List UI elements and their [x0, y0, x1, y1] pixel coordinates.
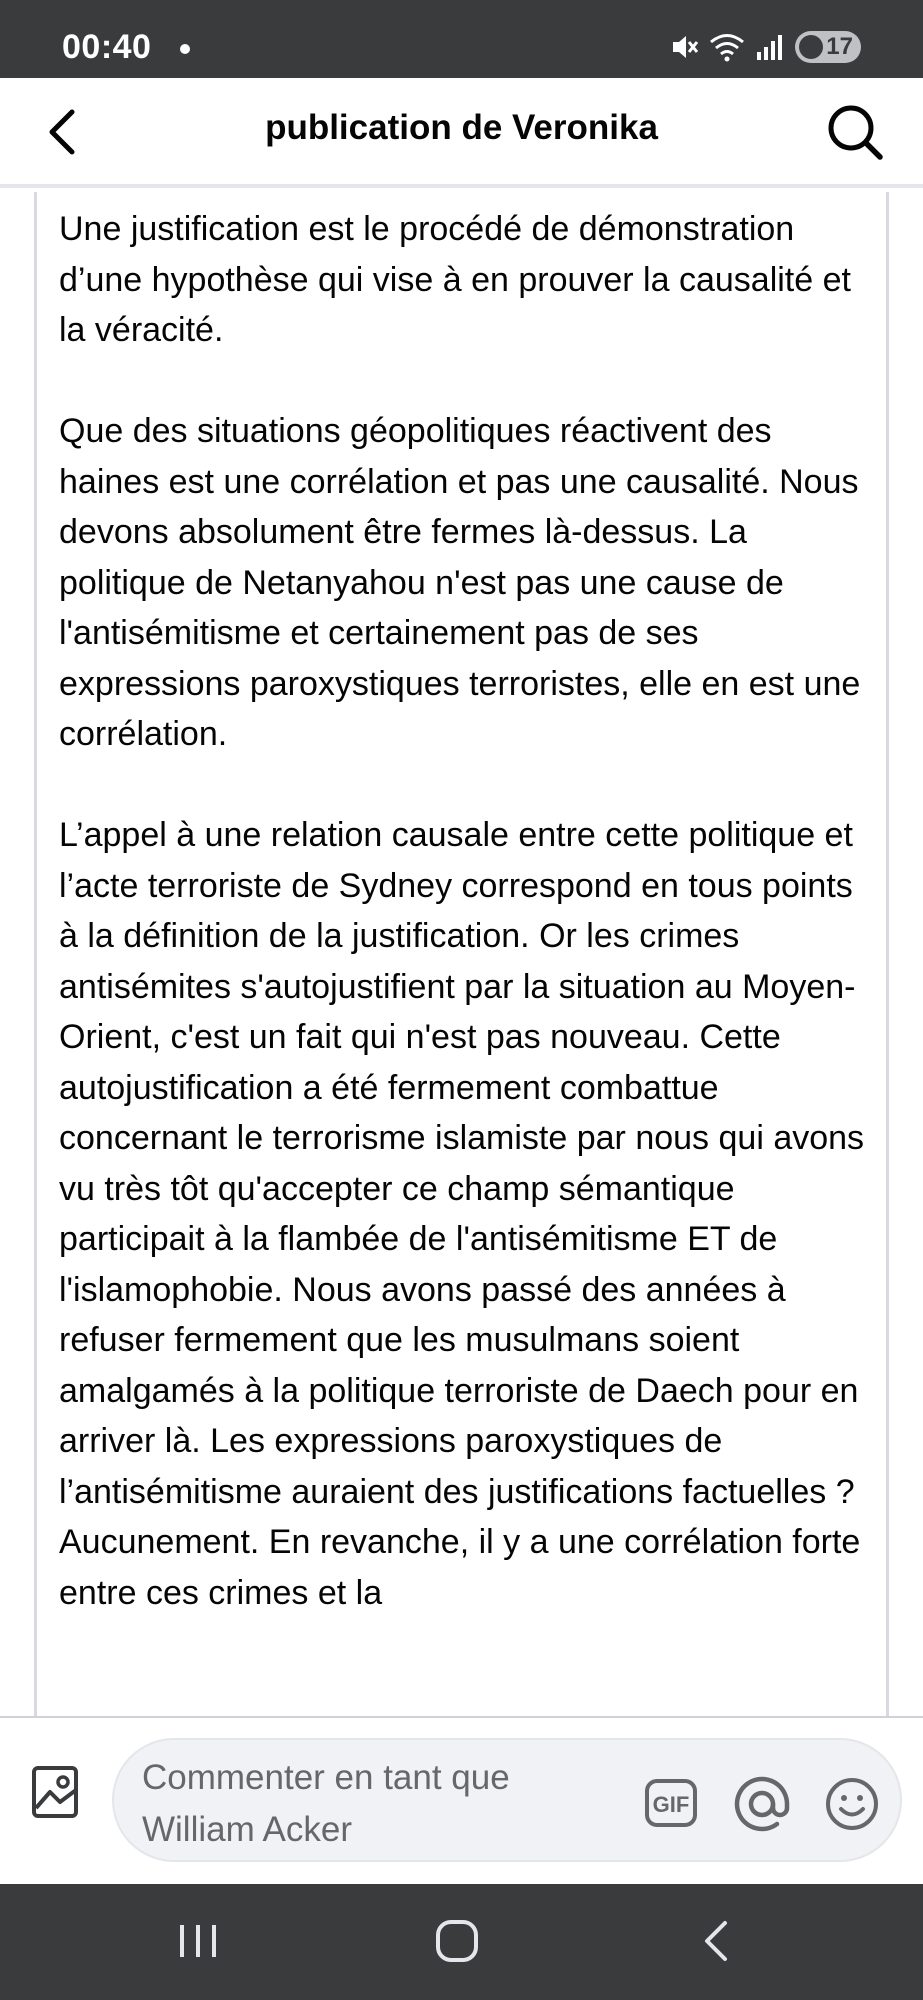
status-time: 00:40	[62, 28, 152, 66]
post-paragraph: L’appel à une relation causale entre cette politique et l’acte terroriste de Sydney correspond en tous points à la définition de la justification. Or les crimes antisémites s'autojustifient par la situation au Moyen-Orient, c'est un fait qui n'est pas nouveau. Cette autojustification a été fermement combattue concernant le terrorisme islamiste par nous qui avons vu très tôt qu'accepter ce champ sémantique participait à la flambée de l'antisémitisme ET de l'islamophobie. Nous avons passé des années à refuser fermement que les musulmans soient amalgamés à la politique terroriste de Daech pour en arriver là. Les expressions paroxystiques de l’antisémitisme auraient des justifications factuelles ? Aucunement. En revanche, il y a une corrélation forte entre ces crimes et la	[59, 816, 865, 1612]
post-paragraph: Une justification est le procédé de démonstration d’une hypothèse qui vise à en prouver la causalité et la véracité.	[59, 210, 851, 349]
at-sign-icon	[734, 1776, 790, 1832]
post-content	[34, 192, 889, 1716]
search-icon	[826, 103, 884, 161]
comment-placeholder: Commenter en tant que William Acker	[142, 1758, 510, 1849]
mention-button[interactable]	[734, 1776, 790, 1832]
gif-icon	[644, 1778, 698, 1828]
wifi-icon	[709, 32, 745, 62]
photo-icon	[30, 1762, 82, 1822]
comment-input[interactable]	[112, 1738, 902, 1862]
post-body	[59, 204, 879, 1669]
system-nav-bar	[0, 1884, 923, 2000]
signal-icon	[755, 32, 785, 62]
notification-dot-icon	[180, 44, 190, 54]
add-photo-button[interactable]	[30, 1762, 82, 1822]
recents-button[interactable]	[158, 1906, 238, 1976]
comment-bar	[0, 1716, 923, 1884]
page-title: publication de Veronika	[265, 108, 658, 147]
battery-indicator	[795, 31, 861, 63]
recents-icon	[176, 1921, 220, 1961]
search-button[interactable]	[823, 100, 887, 164]
home-button[interactable]	[417, 1906, 497, 1976]
gif-label: GIF	[652, 1792, 690, 1817]
mute-icon	[669, 32, 699, 62]
system-back-button[interactable]	[676, 1906, 756, 1976]
back-icon	[701, 1919, 731, 1963]
post-paragraph: Que des situations géopolitiques réactivent des haines est une corrélation et pas une causalité. Nous devons absolument être fermes là-dessus. La politique de Netanyahou n'est pas une cause de l'antisémitisme et certainement pas de ses expressions paroxystiques terroristes, elle en est une corrélation.	[59, 412, 861, 753]
home-icon	[434, 1918, 480, 1964]
smiley-icon	[824, 1776, 880, 1832]
status-bar	[0, 0, 923, 78]
battery-level: 17	[826, 33, 853, 60]
emoji-button[interactable]	[824, 1776, 880, 1832]
gif-button[interactable]	[644, 1778, 698, 1828]
battery-bolt-icon	[799, 35, 823, 59]
header	[0, 78, 923, 188]
status-icons	[669, 30, 861, 64]
